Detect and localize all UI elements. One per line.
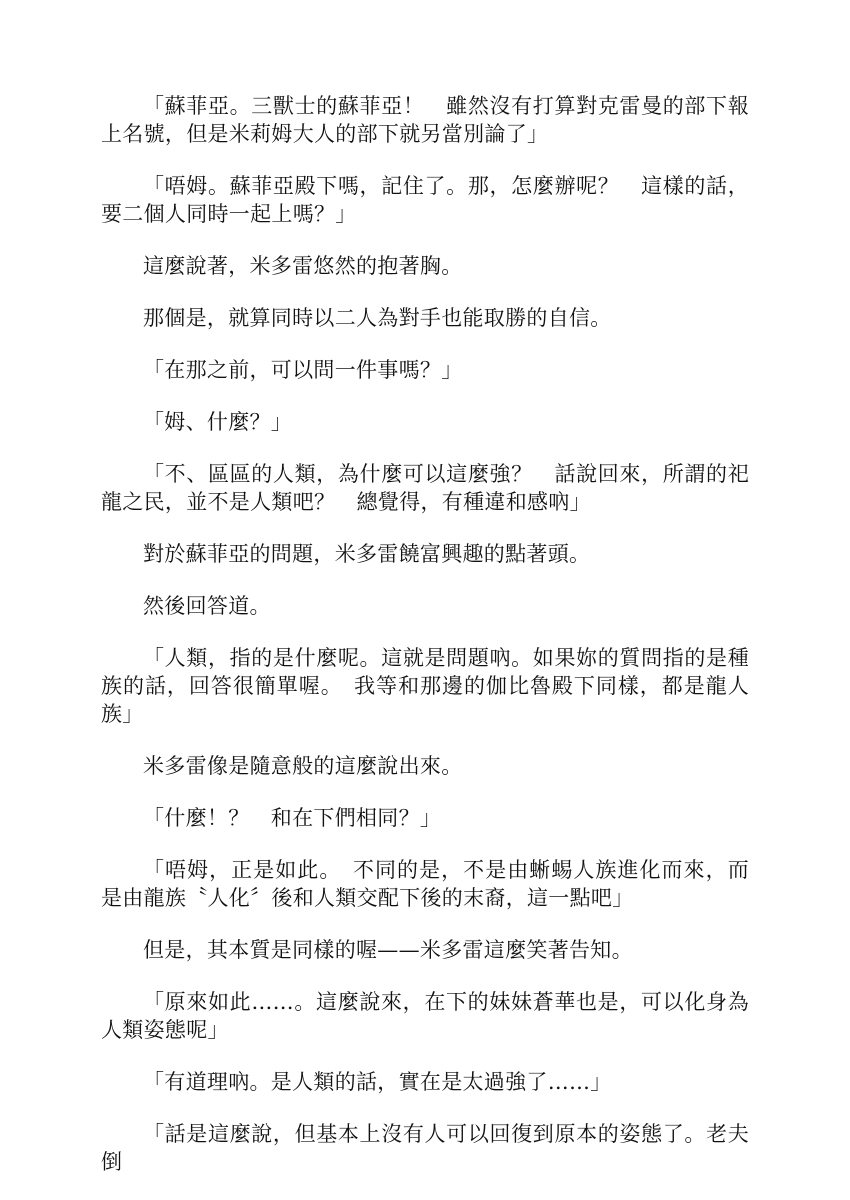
- paragraph-5: 「在那之前，可以問一件事嗎？」: [143, 358, 463, 382]
- paragraph-17: 「話是這麼說，但基本上沒有人可以回復到原本的姿態了。老夫倒: [101, 1122, 749, 1174]
- paragraph-10: 「人類，指的是什麼呢。這就是問題吶。如果妳的質問指的是種族的話，回答很簡單喔。 我等和那邊的伽比魯殿下同樣，都是龍人族」: [101, 646, 749, 726]
- paragraph-7: 「不、區區的人類，為什麼可以這麼強？ 話說回來，所謂的祀龍之民，並不是人類吧？ 總覺得，有種違和感吶」: [101, 462, 749, 514]
- paragraph-2: 「唔姆。蘇菲亞殿下嗎，記住了。那，怎麼辦呢？ 這樣的話，要二個人同時一起上嗎？」: [101, 174, 749, 226]
- paragraph-15: 「原來如此……。這麼說來，在下的妹妹蒼華也是，可以化身為人類姿態呢」: [101, 990, 749, 1042]
- paragraph-13: 「唔姆，正是如此。 不同的是，不是由蜥蜴人族進化而來，而是由龍族〝人化〞後和人類交配下後的末裔，這一點吧」: [101, 858, 749, 910]
- document-page: [101, 92, 749, 1200]
- paragraph-12: 「什麼！？ 和在下們相同？」: [143, 806, 442, 830]
- paragraph-6: 「姆、什麼？」: [143, 410, 293, 434]
- paragraph-11: 米多雷像是隨意般的這麼說出來。: [143, 754, 463, 778]
- paragraph-3: 這麼說著，米多雷悠然的抱著胸。: [143, 254, 463, 278]
- paragraph-16: 「有道理吶。是人類的話，實在是太過強了……」: [143, 1070, 612, 1094]
- paragraph-1: 「蘇菲亞。三獸士的蘇菲亞！ 雖然沒有打算對克雷曼的部下報上名號，但是米莉姆大人的部下就另當別論了」: [101, 94, 749, 146]
- paragraph-4: 那個是，就算同時以二人為對手也能取勝的自信。: [143, 306, 612, 330]
- paragraph-14: 但是，其本質是同樣的喔——米多雷這麼笑著告知。: [143, 938, 633, 962]
- paragraph-9: 然後回答道。: [143, 594, 271, 618]
- paragraph-8: 對於蘇菲亞的問題，米多雷饒富興趣的點著頭。: [143, 542, 591, 566]
